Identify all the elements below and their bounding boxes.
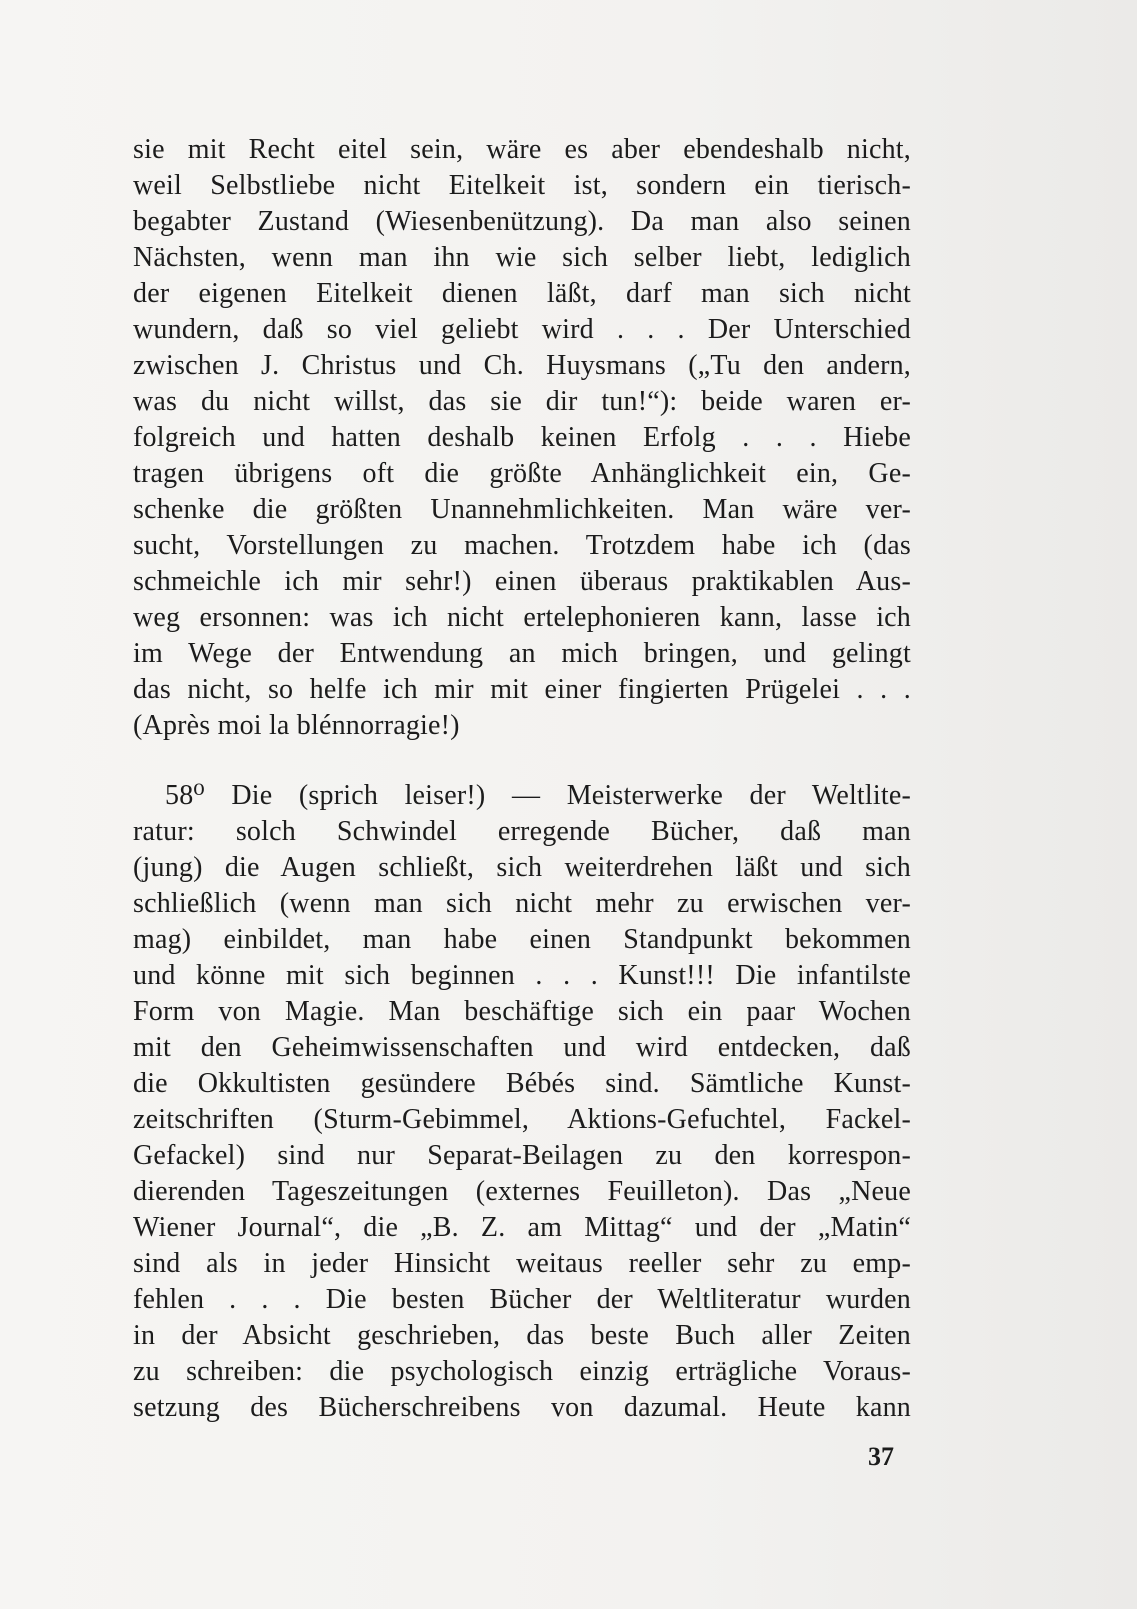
text-line: weil Selbstliebe nicht Eitelkeit ist, sondern ein tierisch- — [133, 170, 911, 201]
text-line: das nicht, so helfe ich mir mit einer fingierten Prügelei . . . — [133, 674, 911, 705]
text-line: begabter Zustand (Wiesenbenützung). Da man also seinen — [133, 206, 911, 237]
page-number: 37 — [868, 1442, 894, 1471]
paragraph-2 — [133, 778, 911, 1426]
text-line: und könne mit sich beginnen . . . Kunst!!! Die infantilste — [133, 960, 911, 991]
text-line: setzung des Bücherschreibens von dazumal. Heute kann — [133, 1392, 911, 1423]
text-line: Wiener Journal“, die „B. Z. am Mittag“ und der „Matin“ — [133, 1212, 911, 1243]
text-line: zu schreiben: die psychologisch einzig erträgliche Voraus- — [133, 1356, 911, 1387]
text-line: wundern, daß so viel geliebt wird . . . Der Unterschied — [133, 314, 911, 345]
text-line: zwischen J. Christus und Ch. Huysmans („Tu den andern, — [133, 350, 911, 381]
text-line: schmeichle ich mir sehr!) einen überaus praktikablen Aus- — [133, 566, 911, 597]
text-line: in der Absicht geschrieben, das beste Buch aller Zeiten — [133, 1320, 911, 1351]
paragraph-gap — [133, 744, 911, 778]
text-line: folgreich und hatten deshalb keinen Erfolg . . . Hiebe — [133, 422, 911, 453]
text-line: schließlich (wenn man sich nicht mehr zu erwischen ver- — [133, 888, 911, 919]
text-line: der eigenen Eitelkeit dienen läßt, darf man sich nicht — [133, 278, 911, 309]
text-line: fehlen . . . Die besten Bücher der Weltliteratur wurden — [133, 1284, 911, 1315]
text-line: mit den Geheimwissenschaften und wird entdecken, daß — [133, 1032, 911, 1063]
text-line: schenke die größten Unannehmlichkeiten. Man wäre ver- — [133, 494, 911, 525]
text-line: Nächsten, wenn man ihn wie sich selber liebt, lediglich — [133, 242, 911, 273]
text-line: was du nicht willst, das sie dir tun!“): beide waren er- — [133, 386, 911, 417]
text-line: Gefackel) sind nur Separat-Beilagen zu den korrespon- — [133, 1140, 911, 1171]
text-line: mag) einbildet, man habe einen Standpunkt bekommen — [133, 924, 911, 955]
text-line: sucht, Vorstellungen zu machen. Trotzdem habe ich (das — [133, 530, 911, 561]
text-line: weg ersonnen: was ich nicht ertelephonieren kann, lasse ich — [133, 602, 911, 633]
text-line: ratur: solch Schwindel erregende Bücher, daß man — [133, 816, 911, 847]
text-line: (Après moi la blénnorragie!) — [133, 710, 460, 741]
text-line: sind als in jeder Hinsicht weitaus reeller sehr zu emp- — [133, 1248, 911, 1279]
text-line: die Okkultisten gesündere Bébés sind. Sämtliche Kunst- — [133, 1068, 911, 1099]
paragraph-1 — [133, 132, 911, 744]
text-line: im Wege der Entwendung an mich bringen, und gelingt — [133, 638, 911, 669]
text-line: dierenden Tageszeitungen (externes Feuilleton). Das „Neue — [133, 1176, 911, 1207]
text-line: tragen übrigens oft die größte Anhänglichkeit ein, Ge- — [133, 458, 911, 489]
text-line: sie mit Recht eitel sein, wäre es aber ebendeshalb nicht, — [133, 134, 911, 165]
text-line: (jung) die Augen schließt, sich weiterdrehen läßt und sich — [133, 852, 911, 883]
body-text — [133, 132, 911, 1426]
text-line: 58⁰ Die (sprich leiser!) — Meisterwerke der Weltlite- — [165, 780, 911, 811]
text-line: zeitschriften (Sturm-Gebimmel, Aktions-Gefuchtel, Fackel- — [133, 1104, 911, 1135]
text-line: Form von Magie. Man beschäftige sich ein paar Wochen — [133, 996, 911, 1027]
